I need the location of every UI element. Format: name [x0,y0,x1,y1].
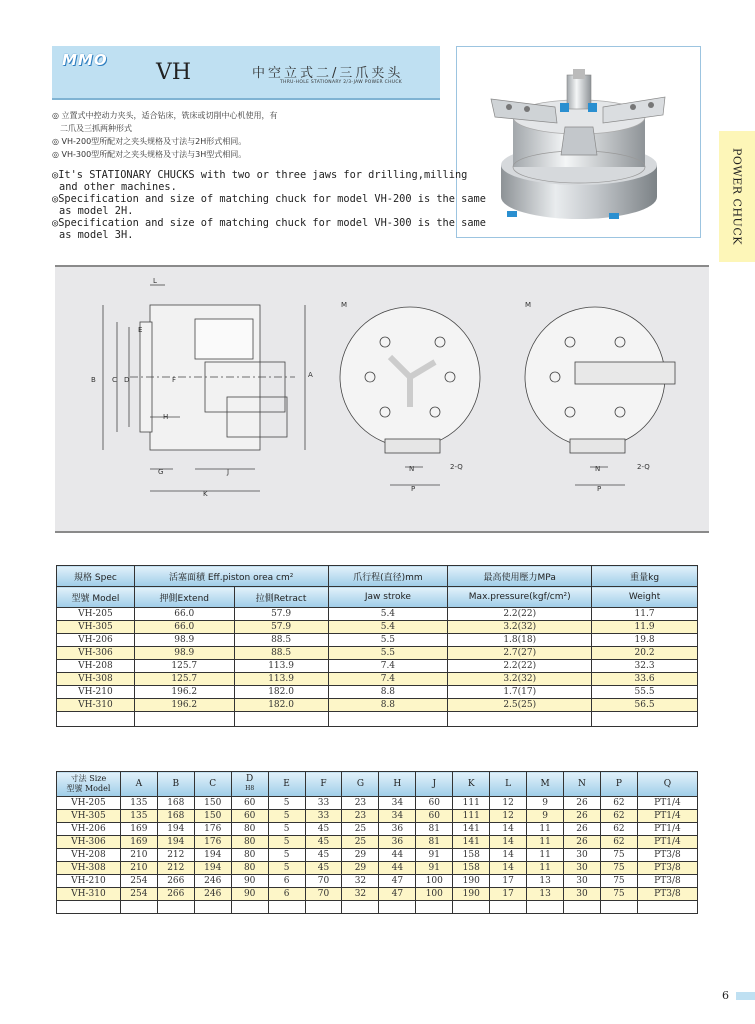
table-cell: 111 [453,797,490,810]
table-cell: 210 [120,849,157,862]
table-cell [416,901,453,914]
label-N: N [409,465,415,473]
intro-cn-line: ◎ VH-300型所配对之夹头规格及寸法与3H型式相同。 [52,150,247,159]
header-stroke-en: Jaw stroke [328,587,448,608]
chinese-title: 中空立式二/三爪夹头 [252,66,404,81]
table-cell [234,712,328,727]
table-cell: 254 [120,875,157,888]
table-cell [448,712,592,727]
col-D-tolerance: H8 [245,785,255,792]
table-cell: PT3/8 [637,849,697,862]
table-cell: 7.4 [328,660,448,673]
table-cell: 176 [194,823,231,836]
table-cell: 210 [120,862,157,875]
table-cell: 80 [231,862,268,875]
header-model-2: 型號 Model [66,784,111,793]
col-B: B [157,772,194,797]
table-cell: 62 [600,810,637,823]
table-cell: 158 [453,862,490,875]
table-cell: 80 [231,849,268,862]
intro-en-line: as model 2H. [59,205,134,217]
label-2Q-2: 2-Q [637,463,650,471]
table-cell: PT3/8 [637,862,697,875]
table-cell: 60 [416,797,453,810]
table-cell: 23 [342,797,379,810]
table-cell: 2.2(22) [448,608,592,621]
page-marker [736,992,755,1000]
table-cell [305,901,342,914]
col-N: N [564,772,601,797]
table-cell: 150 [194,810,231,823]
label-M: M [341,301,348,309]
chuck-image [457,47,700,237]
table-cell: 8.8 [328,699,448,712]
table-cell: 5.5 [328,647,448,660]
table-cell: 17 [490,888,527,901]
table-cell: 12 [490,797,527,810]
table-cell: 169 [120,823,157,836]
table-cell: 11.9 [592,621,698,634]
header-spec: 規格 Spec [57,566,135,587]
label-L: L [153,277,157,285]
table-cell: 5 [268,862,305,875]
table-cell: 194 [157,836,194,849]
table-cell: 14 [490,862,527,875]
header-extend: 押側Extend [134,587,234,608]
table-cell: VH-208 [57,849,121,862]
table-cell: 98.9 [134,634,234,647]
label-H: H [163,413,169,421]
table-cell: 34 [379,810,416,823]
table-cell: 32 [342,875,379,888]
label-M-2: M [525,301,532,309]
table-cell: 26 [564,836,601,849]
table-cell: 11 [527,862,564,875]
table-cell: 2.5(25) [448,699,592,712]
intro-en-line: ◎It's STATIONARY CHUCKS with two or three jaws for drilling,milling [52,169,468,181]
table-cell: 11 [527,823,564,836]
table-cell: 32.3 [592,660,698,673]
table-cell: 2.7(27) [448,647,592,660]
table-cell: 113.9 [234,673,328,686]
table-cell [490,901,527,914]
table-cell: 6 [268,888,305,901]
side-tab-label: POWER CHUCK [730,148,744,245]
table-cell: 45 [305,849,342,862]
table-cell: 9 [527,810,564,823]
table-cell: 212 [157,849,194,862]
intro-cn-line: 二爪及三抓两种形式 [60,124,132,133]
header-pressure-en: Max.pressure(kgf/cm²) [448,587,592,608]
label-F: F [172,376,177,384]
table-cell: 2.2(22) [448,660,592,673]
table-cell: 6 [268,875,305,888]
table-cell: 81 [416,823,453,836]
table-cell: 5 [268,810,305,823]
table-cell: 7.4 [328,673,448,686]
table-cell: 190 [453,888,490,901]
table-cell: 5.4 [328,608,448,621]
table-cell: 20.2 [592,647,698,660]
table-cell: 246 [194,875,231,888]
spec-table [56,565,698,727]
table-cell: 5.5 [328,634,448,647]
table-cell: 45 [305,823,342,836]
table-row [57,823,698,836]
table-cell: 45 [305,862,342,875]
table-cell: PT1/4 [637,810,697,823]
model-title: VH [156,60,192,85]
col-J: J [416,772,453,797]
table-cell: 36 [379,836,416,849]
table-cell: 91 [416,862,453,875]
table-cell: VH-305 [57,810,121,823]
table-cell: 5 [268,836,305,849]
table-cell: 246 [194,888,231,901]
table-cell: 14 [490,849,527,862]
table-cell: 60 [416,810,453,823]
table-cell: 30 [564,862,601,875]
table-cell: 80 [231,836,268,849]
table-cell: 141 [453,836,490,849]
table-cell: 11 [527,836,564,849]
table-cell: 47 [379,875,416,888]
table-cell [268,901,305,914]
table-cell: 158 [453,849,490,862]
table-cell: 9 [527,797,564,810]
header-piston-area: 活塞面積 Eff.piston orea cm² [134,566,328,587]
header-banner [52,46,440,100]
table-cell: 90 [231,888,268,901]
table-cell: 98.9 [134,647,234,660]
table-cell: 75 [600,888,637,901]
table-cell: 75 [600,849,637,862]
table-cell [342,901,379,914]
table-cell: 135 [120,810,157,823]
table-cell: 55.5 [592,686,698,699]
table-cell: 12 [490,810,527,823]
header-weight-en: Weight [592,587,698,608]
table-cell: 81 [416,836,453,849]
size-table [56,771,698,914]
table-cell: 168 [157,810,194,823]
table-cell: 29 [342,849,379,862]
label-P-2: P [597,485,602,493]
table-cell [328,712,448,727]
table-cell: 182.0 [234,699,328,712]
table-row [57,608,698,621]
header-model: 型號 Model [57,587,135,608]
table-cell: 36 [379,823,416,836]
table-row [57,660,698,673]
table-cell: 57.9 [234,608,328,621]
col-L: L [490,772,527,797]
table-cell: VH-306 [57,836,121,849]
table-cell: 190 [453,875,490,888]
product-photo [456,46,701,238]
table-cell: 254 [120,888,157,901]
table-cell: 17 [490,875,527,888]
table-row [57,862,698,875]
table-cell: VH-308 [57,862,121,875]
table-cell: 25 [342,823,379,836]
table-row [57,810,698,823]
table-cell [231,901,268,914]
table-cell: 29 [342,862,379,875]
table-cell: 60 [231,797,268,810]
table-cell: 3.2(32) [448,621,592,634]
table-cell: 5 [268,823,305,836]
table-cell: PT1/4 [637,823,697,836]
table-cell: 212 [157,862,194,875]
table-cell: 11 [527,849,564,862]
label-J: J [227,468,230,476]
table-cell: 3.2(32) [448,673,592,686]
col-D: D H8 [231,772,268,797]
table-cell: 30 [564,888,601,901]
intro-en-line: as model 3H. [59,229,134,241]
table-cell: VH-306 [57,647,135,660]
table-cell: 8.8 [328,686,448,699]
table-cell: VH-308 [57,673,135,686]
intro-en-line: ◎Specification and size of matching chuck for model VH-200 is the same [52,193,486,205]
table-cell: 70 [305,888,342,901]
table-cell: 75 [600,862,637,875]
table-cell: 75 [600,875,637,888]
table-cell: 5 [268,797,305,810]
table-cell: 11.7 [592,608,698,621]
label-D: D [124,376,130,384]
table-cell: VH-305 [57,621,135,634]
table-row [57,647,698,660]
intro-en-line: ◎Specification and size of matching chuck for model VH-300 is the same [52,217,486,229]
col-G: G [342,772,379,797]
col-M: M [527,772,564,797]
english-subtitle: THRU-HOLE STATIONARY 2/3-JAW POWER CHUCK [280,80,403,85]
table-cell: 182.0 [234,686,328,699]
table-cell: 23 [342,810,379,823]
table-cell: 135 [120,797,157,810]
table-cell: 45 [305,836,342,849]
table-cell: 176 [194,836,231,849]
table-cell [637,901,697,914]
label-E: E [138,326,143,334]
table-cell: 150 [194,797,231,810]
table-cell [57,901,121,914]
table-cell: 169 [120,836,157,849]
label-A: A [308,371,313,379]
table-cell: PT1/4 [637,797,697,810]
intro-en-line: and other machines. [59,181,177,193]
table-cell: VH-310 [57,699,135,712]
table-cell [157,901,194,914]
table-cell: 30 [564,849,601,862]
table-cell: 196.2 [134,699,234,712]
table-cell: VH-205 [57,797,121,810]
table-row [57,797,698,810]
table-cell: 111 [453,810,490,823]
table-cell: 80 [231,823,268,836]
table-cell: 25 [342,836,379,849]
table-cell: 125.7 [134,673,234,686]
table-row [57,888,698,901]
col-E: E [268,772,305,797]
label-G: G [158,468,164,476]
table-cell: 44 [379,849,416,862]
brand-logo: MMO [62,51,108,69]
table-cell: 14 [490,836,527,849]
table-row [57,634,698,647]
table-cell: PT1/4 [637,836,697,849]
col-F: F [305,772,342,797]
table-cell: 62 [600,823,637,836]
table-cell: 26 [564,797,601,810]
table-cell: 125.7 [134,660,234,673]
header-stroke-cn: 爪行程(直径)mm [328,566,448,587]
table-cell: 66.0 [134,621,234,634]
header-retract: 拉側Retract [234,587,328,608]
table-cell [134,712,234,727]
table-cell [120,901,157,914]
header-size-model [57,772,121,797]
table-cell [194,901,231,914]
table-cell: VH-206 [57,634,135,647]
col-P: P [600,772,637,797]
table-cell: 100 [416,888,453,901]
front-view-2jaw [525,307,675,485]
table-cell [453,901,490,914]
table-cell [564,901,601,914]
table-cell: 19.8 [592,634,698,647]
label-B: B [91,376,96,384]
technical-drawing [55,265,709,533]
table-cell: 90 [231,875,268,888]
table-cell: 1.8(18) [448,634,592,647]
side-view-drawing [103,285,305,491]
table-cell: 196.2 [134,686,234,699]
header-size: 寸法 Size [70,774,107,783]
table-row-empty [57,901,698,914]
table-cell: 266 [157,875,194,888]
table-cell: 14 [490,823,527,836]
table-row [57,699,698,712]
table-cell: 33 [305,797,342,810]
col-A: A [120,772,157,797]
table-cell: 5.4 [328,621,448,634]
table-cell: 33 [305,810,342,823]
table-row [57,673,698,686]
header-weight-cn: 重量kg [592,566,698,587]
table-cell: 32 [342,888,379,901]
table-cell: 66.0 [134,608,234,621]
table-cell: 194 [194,862,231,875]
table-cell [592,712,698,727]
front-view-3jaw [340,307,480,485]
table-cell: PT3/8 [637,875,697,888]
table-cell: VH-210 [57,875,121,888]
table-cell: VH-210 [57,686,135,699]
table-row [57,875,698,888]
table-cell: 70 [305,875,342,888]
table-cell: 56.5 [592,699,698,712]
table-cell: 13 [527,888,564,901]
table-cell: VH-205 [57,608,135,621]
table-cell [57,712,135,727]
table-cell: 1.7(17) [448,686,592,699]
intro-cn-line: ◎ 立置式中控动力夹头，适合钻床，铣床或切削中心机使用，有 [52,111,278,120]
table-cell [379,901,416,914]
label-K: K [203,490,208,498]
col-C: C [194,772,231,797]
label-P: P [411,485,416,493]
table-cell: 13 [527,875,564,888]
table-row [57,849,698,862]
col-K: K [453,772,490,797]
col-H: H [379,772,416,797]
table-cell: VH-208 [57,660,135,673]
table-cell: 26 [564,823,601,836]
table-cell: VH-310 [57,888,121,901]
table-cell: 34 [379,797,416,810]
table-cell: 26 [564,810,601,823]
table-cell: 113.9 [234,660,328,673]
table-cell: PT3/8 [637,888,697,901]
table-cell: 88.5 [234,634,328,647]
table-cell: 47 [379,888,416,901]
table-cell [527,901,564,914]
table-cell [600,901,637,914]
intro-cn-line: ◎ VH-200型所配对之夹头规格及寸法与2H形式相同。 [52,137,247,146]
table-cell: 100 [416,875,453,888]
table-cell: 194 [194,849,231,862]
table-cell: 62 [600,836,637,849]
label-N-2: N [595,465,601,473]
table-cell: 62 [600,797,637,810]
table-cell: 30 [564,875,601,888]
table-row [57,686,698,699]
table-cell: 44 [379,862,416,875]
table-cell: 57.9 [234,621,328,634]
table-cell: 266 [157,888,194,901]
label-C: C [112,376,117,384]
page-number: 6 [722,989,729,1002]
table-row-empty [57,712,698,727]
table-cell: VH-206 [57,823,121,836]
table-cell: 60 [231,810,268,823]
col-Q: Q [637,772,697,797]
table-row [57,836,698,849]
table-cell: 88.5 [234,647,328,660]
table-cell: 5 [268,849,305,862]
label-2Q: 2-Q [450,463,463,471]
header-pressure-cn: 最高使用壓力MPa [448,566,592,587]
table-cell: 194 [157,823,194,836]
table-cell: 141 [453,823,490,836]
table-cell: 33.6 [592,673,698,686]
table-row [57,621,698,634]
table-cell: 91 [416,849,453,862]
table-cell: 168 [157,797,194,810]
